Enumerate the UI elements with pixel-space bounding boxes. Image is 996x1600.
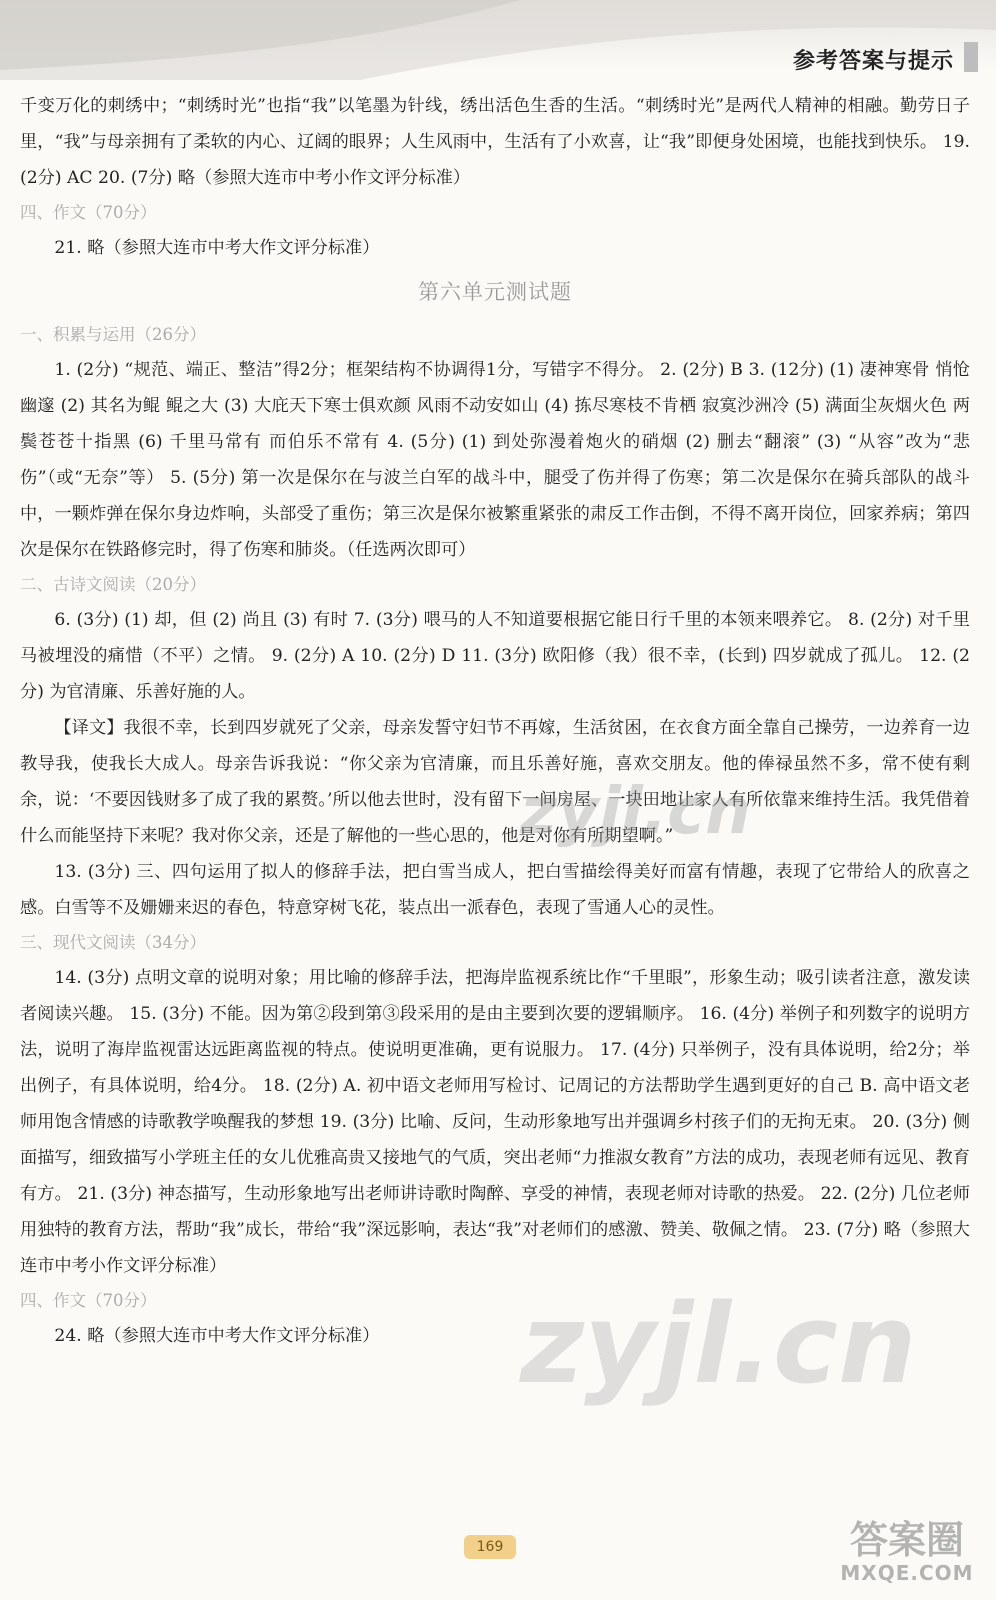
watermark-zyjl-large: zyjl.cn — [520, 1280, 917, 1408]
header-title: 参考答案与提示 — [792, 49, 954, 74]
header-tab-marker — [964, 42, 978, 72]
logo-text: 答案圈 — [849, 1518, 964, 1562]
corner-watermark-logo — [832, 1518, 982, 1588]
paragraph: 千变万化的刺绣中；“刺绣时光”也指“我”以笔墨为针线，绣出活色生香的生活。“刺绣时光”是两代人精神的相融。勤劳日子里，“我”与母亲拥有了柔软的内心、辽阔的眼界；人生风雨中，生活有了小欢喜，让“我”即便身处困境，也能找到快乐。 19. (2分) AC 20. (7分) 略（参照大连市中考小作文评分标准） — [20, 96, 970, 188]
paragraph: 1. (2分) “规范、端正、整洁”得2分；框架结构不协调得1分，写错字不得分。 2. (2分) B 3. (12分) (1) 凄神寒骨 悄怆幽邃 (2) 其名为鲲 鲲之大 (3) 大庇天下寒士俱欢颜 风雨不动安如山 (4) 拣尽寒枝不肯栖 寂寞沙洲冷 (5) 满面尘灰烟火色 两鬓苍苍十指黑 (6) 千里马常有 而伯乐不常有 4. (5分) (1) 到处弥漫着炮火的硝烟 (2) 删去“翻滚” (3) “从容”改为“悲伤”（或“无奈”等） 5. (5分) 第一次是保尔在与波兰白军的战斗中，腿受了伤并得了伤寒；第二次是保尔在骑兵部队的战斗中，一颗炸弹在保尔身边炸响，头部受了重伤；第三次是保尔被繁重紧张的肃反工作击倒，不得不离开岗位，回家养病；第四次是保尔在铁路修完时，得了伤寒和肺炎。（任选两次即可） — [20, 360, 970, 560]
paragraph: 14. (3分) 点明文章的说明对象；用比喻的修辞手法，把海岸监视系统比作“千里眼”，形象生动；吸引读者注意，激发读者阅读兴趣。 15. (3分) 不能。因为第②段到第③段采用的是由主要到次要的逻辑顺序。 16. (4分) 举例子和列数字的说明方法，说明了海岸监视雷达远距离监视的特点。使说明更准确，更有说服力。 17. (4分) 只举例子，没有具体说明，给2分；举出例子，有具体说明，给4分。 18. (2分) A. 初中语文老师用写检讨、记周记的方法帮助学生遇到更好的自己 B. 高中语文老师用饱含情感的诗歌教学唤醒我的梦想 19. (3分) 比喻、反问，生动形象地写出并强调乡村孩子们的无拘无束。 20. (3分) 侧面描写，细致描写小学班主任的女儿优雅高贵又接地气的气质，突出老师“力推淑女教育”方法的成功，表现老师有远见、教育有方。 21. (3分) 神态描写，生动形象地写出老师讲诗歌时陶醉、享受的神情，表现老师对诗歌的热爱。 22. (2分) 几位老师用独特的教育方法，帮助“我”成长，带给“我”深远影响，表达“我”对老师们的感激、赞美、敬佩之情。 23. (7分) 略（参照大连市中考小作文评分标准） — [20, 968, 970, 1276]
paragraph: 6. (3分) (1) 却，但 (2) 尚且 (3) 有时 7. (3分) 喂马的人不知道要根据它能日行千里的本领来喂养它。 8. (2分) 对千里马被埋没的痛惜（不平）之情。 9. (2分) A 10. (2分) D 11. (3分) 欧阳修（我）很不幸，(长到) 四岁就成了孤儿。 12. (2分) 为官清廉、乐善好施的人。 — [20, 610, 970, 702]
unit-title: 第六单元测试题 — [418, 280, 572, 304]
section-heading: 一、积累与运用（26分） — [20, 325, 206, 344]
section-heading: 四、作文（70分） — [20, 203, 157, 222]
page-number: 169 — [464, 1535, 516, 1559]
translation-paragraph: 【译文】我很不幸，长到四岁就死了父亲，母亲发誓守妇节不再嫁，生活贫困，在衣食方面全靠自己操劳，一边养育一边教导我，使我长大成人。母亲告诉我说：“你父亲为官清廉，而且乐善好施，喜欢交朋友。他的俸禄虽然不多，常不使有剩余，说：‘不要因钱财多了成了我的累赘。’所以他去世时，没有留下一间房屋、一块田地让家人有所依靠来维持生活。我凭借着什么而能坚持下来呢？我对你父亲，还是了解他的一些心思的，他是对你有所期望啊。” — [20, 718, 970, 846]
paragraph: 24. 略（参照大连市中考大作文评分标准） — [54, 1326, 380, 1346]
logo-url: MXQE.COM — [840, 1561, 974, 1585]
section-heading: 四、作文（70分） — [20, 1291, 157, 1310]
section-heading: 二、古诗文阅读（20分） — [20, 575, 206, 594]
section-heading: 三、现代文阅读（34分） — [20, 933, 206, 952]
paragraph: 13. (3分) 三、四句运用了拟人的修辞手法，把白雪当成人，把白雪描绘得美好而富有情趣，表现了它带给人的欣喜之感。白雪等不及姗姗来迟的春色，特意穿树飞花，装点出一派春色，表现了雪通人心的灵性。 — [20, 862, 970, 918]
paragraph: 21. 略（参照大连市中考大作文评分标准） — [54, 238, 380, 258]
answer-content — [20, 88, 970, 1354]
watermark-zyjl: zyjl.cn — [520, 775, 751, 849]
